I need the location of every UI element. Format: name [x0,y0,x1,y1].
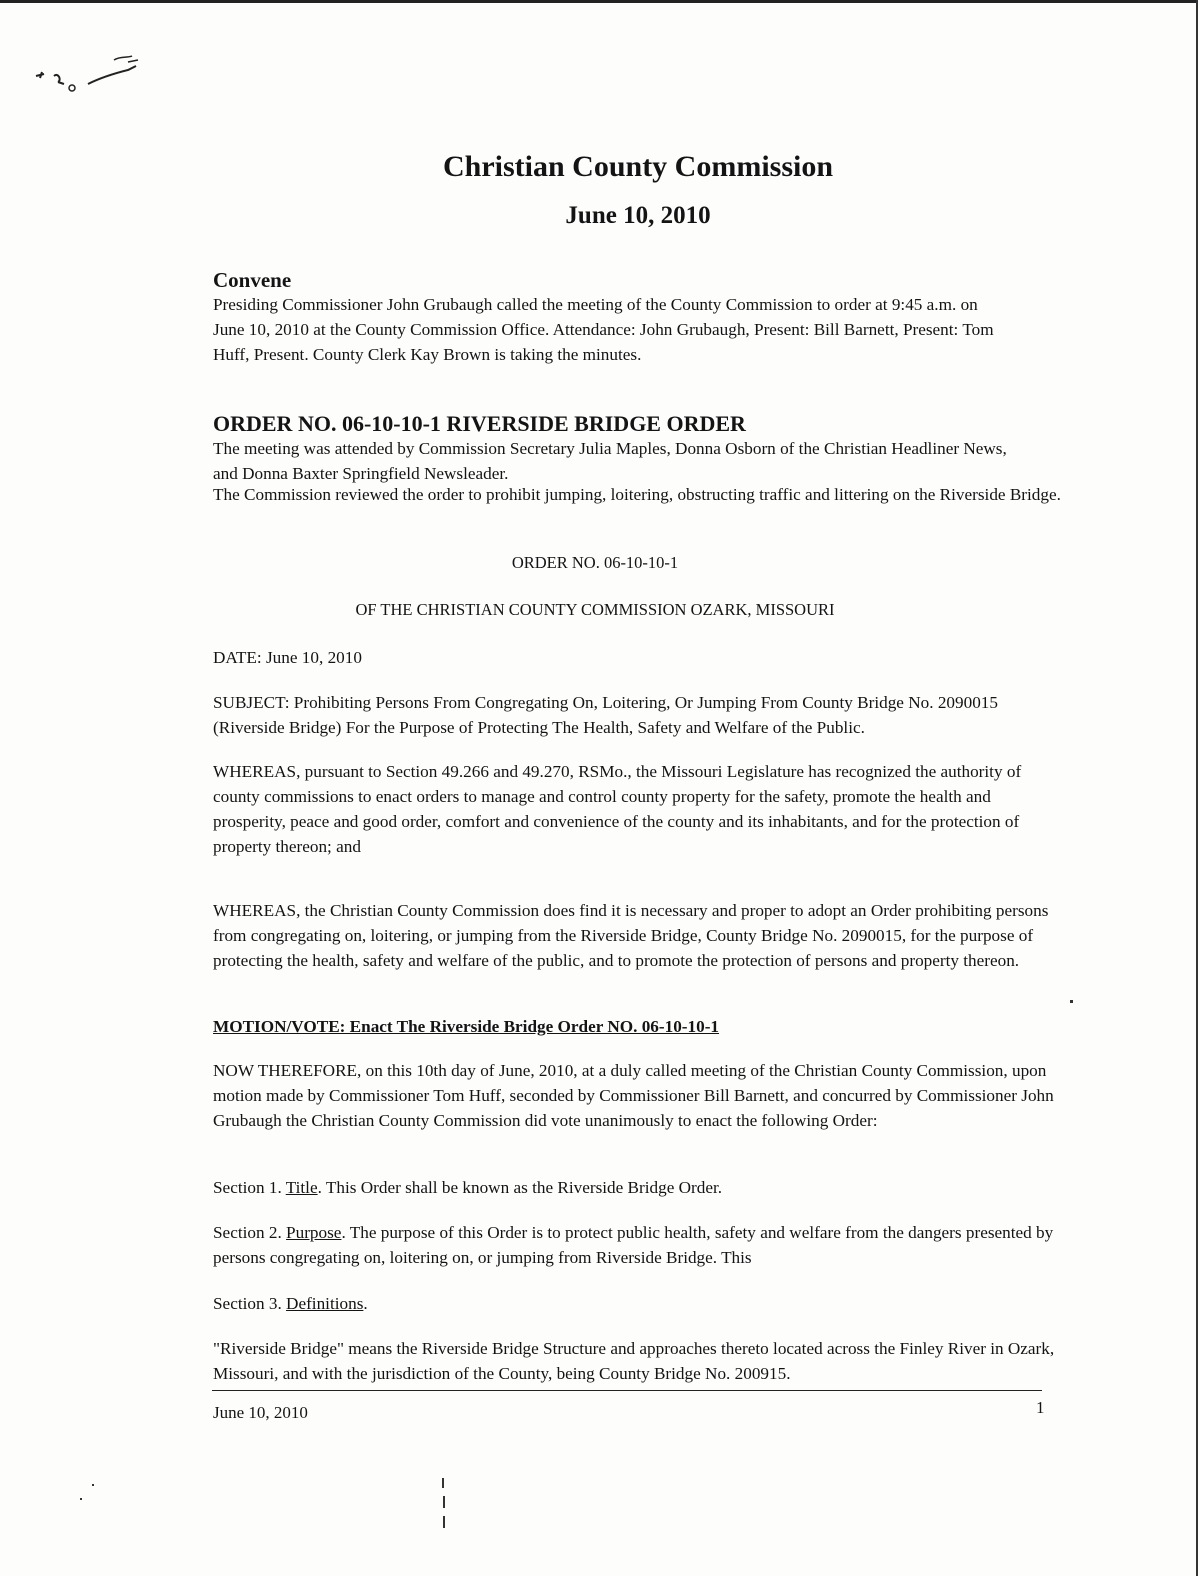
convene-paragraph: Presiding Commissioner John Grubaugh called the meeting of the County Commission to order at 9:45 a.m. on June 10, 2010 at the County Commission Office. Attendance: John Grubaugh, Present: Bill Barnett, Present: Tom Huff, Present. County Clerk Kay Brown is taking the minutes. [213,295,994,364]
scan-speck [442,1478,444,1488]
now-therefore-paragraph: NOW THEREFORE, on this 10th day of June, 2010, at a duly called meeting of the Christian County Commission, upon motion made by Commissioner Tom Huff, seconded by Commissioner Bill Barnett, and concurred by Commissioner John Grubaugh the Christian County Commission did vote unanimously to enact the following Order: [213,1061,1054,1130]
definition-paragraph: "Riverside Bridge" means the Riverside Bridge Structure and approaches thereto located across the Finley River in Ozark, Missouri, and with the jurisdiction of the County, being County Bridge No. 200915. [213,1339,1055,1383]
commission-line: OF THE CHRISTIAN COUNTY COMMISSION OZARK, MISSOURI [355,600,835,619]
section-2-prefix: Section 2. [213,1223,287,1242]
section-1-text: . This Order shall be known as the Riverside Bridge Order. [317,1178,723,1197]
convene-heading: Convene [213,268,292,292]
scan-speck [80,1498,82,1500]
whereas-paragraph-2: WHEREAS, the Christian County Commission does find it is necessary and proper to adopt an Order prohibiting persons from congregating on, loitering, or jumping from the Riverside Bridge, County Bridge No. 2090015, for the purpose of protecting the health, safety and welfare of the public, and to promote the protection of persons and property thereon. [213,901,1049,970]
scan-speck [443,1516,445,1528]
footer-rule [212,1390,1042,1391]
page-number: 1 [1036,1398,1045,1417]
scan-speck [1070,1000,1073,1003]
order-number-line: ORDER NO. 06-10-10-1 [511,553,679,572]
section-2-text: . The purpose of this Order is to protect public health, safety and welfare from the dangers presented by persons congregating on, loitering on, or jumping from Riverside Bridge. This [213,1223,1054,1267]
section-3-text: . [363,1294,368,1313]
handwritten-mark [28,48,148,118]
section-2-title: Purpose [286,1223,342,1242]
subject-paragraph: SUBJECT: Prohibiting Persons From Congregating On, Loitering, Or Jumping From County Bridge No. 2090015 (Riverside Bridge) For the Purpose of Protecting The Health, Safety and Welfare of the Public. [213,693,998,737]
section-3 [213,1294,368,1314]
page-title: Christian County Commission [442,150,834,183]
meeting-date: June 10, 2010 [565,202,711,229]
order-heading: ORDER NO. 06-10-10-1 RIVERSIDE BRIDGE ORDER [213,411,746,436]
whereas-paragraph-1: WHEREAS, pursuant to Section 49.266 and 49.270, RSMo., the Missouri Legislature has recognized the authority of county commissions to enact orders to manage and control county property for the safety, promote the health and prosperity, peace and good order, comfort and convenience of the county and its inhabitants, and for the protection of property thereon; and [213,762,1022,856]
motion-vote-heading: MOTION/VOTE: Enact The Riverside Bridge Order NO. 06-10-10-1 [213,1017,720,1036]
attendance-paragraph: The meeting was attended by Commission Secretary Julia Maples, Donna Osborn of the Christian Headliner News, and Donna Baxter Springfield Newsleader. [213,439,1007,483]
section-1 [213,1178,722,1198]
page-top-edge [0,0,1196,3]
section-3-title: Definitions [286,1294,364,1313]
section-1-prefix: Section 1. [213,1178,286,1197]
section-3-prefix: Section 3. [213,1294,287,1313]
page-right-edge [1196,0,1198,1576]
section-1-title: Title [285,1178,318,1197]
footer-date: June 10, 2010 [213,1403,308,1422]
scan-speck [92,1484,94,1486]
review-paragraph: The Commission reviewed the order to prohibit jumping, loitering, obstructing traffic and littering on the Riverside Bridge. [213,485,1061,504]
date-line: DATE: June 10, 2010 [213,648,362,667]
section-2 [213,1220,1073,1270]
scan-speck [443,1496,445,1508]
